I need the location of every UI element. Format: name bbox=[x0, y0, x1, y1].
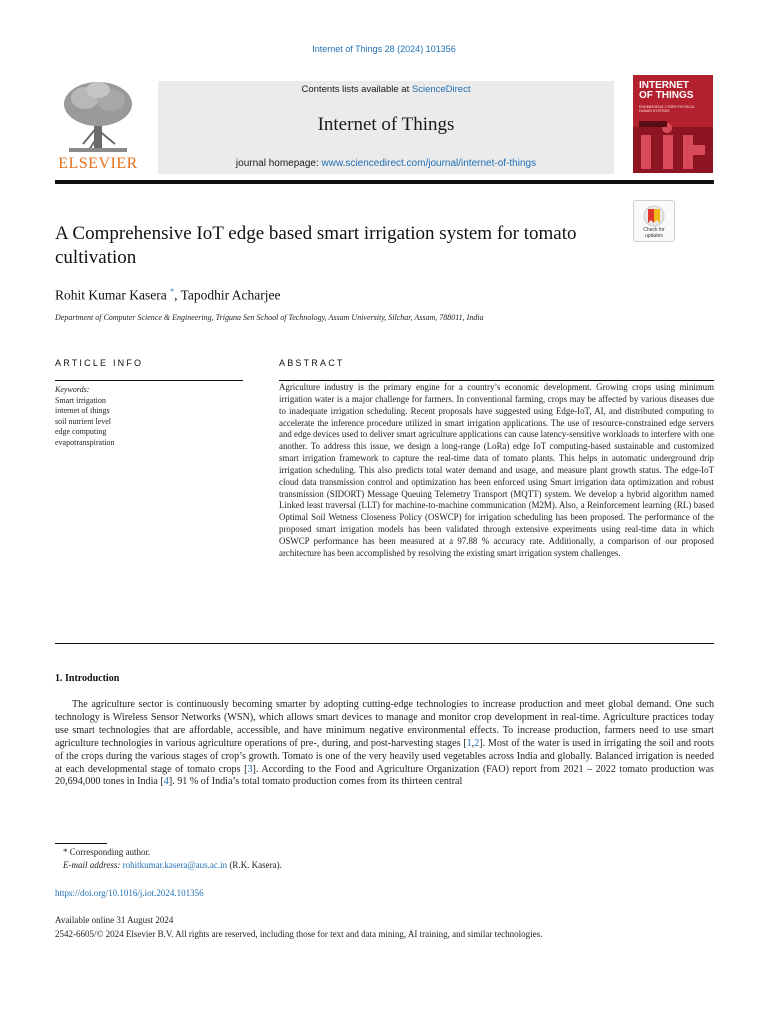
article-info-divider bbox=[55, 380, 243, 381]
contents-line bbox=[158, 84, 614, 95]
header-divider bbox=[55, 180, 714, 184]
journal-cover-image[interactable] bbox=[633, 75, 713, 173]
email-link[interactable]: rohitkumar.kasera@aus.ac.in bbox=[122, 860, 228, 870]
publisher-name: ELSEVIER bbox=[58, 155, 138, 172]
contents-prefix: Contents lists available at bbox=[301, 84, 412, 95]
keyword: Smart irrigation bbox=[55, 395, 106, 405]
journal-header bbox=[158, 81, 614, 174]
abstract-text: Agriculture industry is the primary engine for a country’s economic development. Growing crops using minimum irrigation water is a major challenge for farmers. In conventional farming, crops may be affected by various diseases due to inadequate irrigation scheduling. Recent proposals have suggested using Edge-IoT, AI, and distributed computing to accelerate the inference procedure utilized in smart irrigation applications. The use of resource-constrained edge servers and edge devices used to deliver smart agriculture applications can cause latency-sensitive workloads to interfere with one another. To address this issue, we design a long-range (LoRa) edge IoT computing-based sustainable and customized smart irrigation framework to capture the real-time data of tomato plants. This helps in automatic underground drip irrigation scheduling. This also predicts total water demand and usage, and measure plant growth status. The edge-IoT cloud data transmission control and optimization has been enforced using Smart irrigation data optimization and robust transmission (SIDORT) Message Queuing Telemetry Transport (MQTT) system. We develop a hybrid algorithm named Linked least traversal (LLT) for machine-to-machine communication (M2M). Also, a Reinforcement learning (RL) based Optimal Soil Wetness Closeness Policy (OSWCP) for irrigation scheduling has been proposed. The performance of the proposed smart irrigation models has been validated through extensive experiments using real-time data in which OSWCP performance has been measured at a 97.88 % accuracy rate. Additionally, a comparison of our proposed architecture has been accomplished by resolving the existing smart irrigation system challenges. bbox=[279, 382, 714, 558]
email-suffix: (R.K. Kasera). bbox=[227, 860, 282, 870]
article-info-heading: ARTICLE INFO bbox=[55, 358, 144, 368]
keywords-block bbox=[55, 385, 115, 449]
available-online: Available online 31 August 2024 bbox=[55, 915, 174, 925]
doi-link[interactable]: https://doi.org/10.1016/j.iot.2024.101356 bbox=[55, 888, 204, 898]
corresponding-author-note: * Corresponding author. bbox=[63, 847, 151, 857]
citation-link[interactable]: 4 bbox=[163, 776, 169, 788]
journal-reference[interactable]: Internet of Things 28 (2024) 101356 bbox=[312, 44, 456, 54]
keyword: evapotranspiration bbox=[55, 437, 115, 447]
homepage-prefix: journal homepage: bbox=[235, 158, 322, 169]
email-label: E-mail address: bbox=[63, 860, 123, 870]
paper-title: A Comprehensive IoT edge based smart irrigation system for tomato cultivation bbox=[55, 223, 577, 268]
abstract-heading: ABSTRACT bbox=[279, 358, 345, 368]
author-separator: , bbox=[174, 287, 181, 303]
author-name[interactable]: Rohit Kumar Kasera bbox=[55, 287, 167, 303]
author-list bbox=[55, 287, 281, 304]
check-updates-label: Check for updates bbox=[643, 227, 665, 239]
introduction-paragraph: The agriculture sector is continuously becoming smarter by adopting cutting-edge technologies to increase production and meet global demand. One such technology is Wireless Sensor Networks (WSN), which allows smart devices to manage and monitor crop development in real-time. Agriculture practices today use smart technologies that are affordable, accessible, and have minimum negative environmental effects. To increase production, farmers need to use smart agriculture technologies in various agriculture operations of pre-, during, and post-harvesting stages [1,2]. Most of the water is used in irrigating the soil and roots of the crops during the various stages of crop’s growth. Tomato is one of the very heavily used vegetables across India and globally. Balanced irrigation is needed at each developmental stage of tomato crops [3]. According to the Food and Agriculture Organization (FAO) report from 2021 – 2022 tomato production was 20,694,000 tones in India [4]. 91 % of India’s total tomato production comes from its thirteen central bbox=[55, 699, 714, 788]
keyword: edge computing bbox=[55, 427, 107, 437]
author-name[interactable]: Tapodhir Acharjee bbox=[180, 287, 281, 303]
citation-link[interactable]: 2 bbox=[474, 737, 480, 749]
citation-link[interactable]: 3 bbox=[247, 763, 253, 775]
keywords-label: Keywords: bbox=[55, 385, 90, 394]
footnote-divider bbox=[55, 843, 107, 844]
copyright-notice: 2542-6605/© 2024 Elsevier B.V. All rights are reserved, including those for text and data mining, AI training, and similar technologies. bbox=[55, 929, 543, 939]
keyword: internet of things bbox=[55, 406, 110, 416]
homepage-link[interactable]: www.sciencedirect.com/journal/internet-of-things bbox=[321, 158, 537, 169]
introduction-heading: 1. Introduction bbox=[55, 673, 120, 684]
affiliation: Department of Computer Science & Engineering, Triguna Sen School of Technology, Assam University, Silchar, Assam, 788011, India bbox=[55, 313, 484, 322]
citation-link[interactable]: 1 bbox=[466, 737, 472, 749]
cover-title: INTERNET OF THINGS bbox=[639, 80, 694, 101]
cover-subtitle: ENGINEERING CYBER PHYSICAL HUMAN SYSTEMS bbox=[639, 105, 695, 113]
abstract-divider bbox=[279, 380, 714, 381]
corresponding-author-mark[interactable]: * bbox=[170, 287, 175, 296]
check-for-updates-button[interactable] bbox=[633, 200, 675, 242]
email-note bbox=[63, 860, 282, 870]
journal-title: Internet of Things bbox=[317, 114, 455, 135]
sciencedirect-link[interactable]: ScienceDirect bbox=[411, 84, 471, 95]
keyword: soil nutrient level bbox=[55, 416, 111, 426]
cover-graphic bbox=[633, 75, 713, 173]
abstract-bottom-divider bbox=[55, 643, 714, 644]
homepage-line bbox=[158, 158, 614, 169]
